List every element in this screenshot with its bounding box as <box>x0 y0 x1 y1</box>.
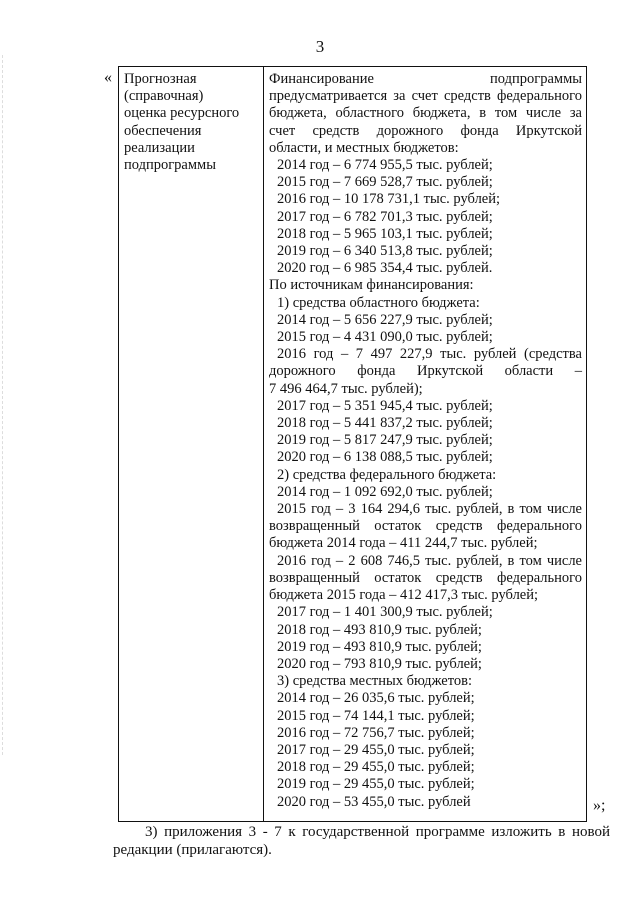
local-year-line: 2018 год – 29 455,0 тыс. рублей; <box>277 759 475 776</box>
regional-year-line: 2018 год – 5 441 837,2 тыс. рублей; <box>277 415 493 432</box>
closing-quote: »; <box>593 797 606 814</box>
federal-year-line: 2020 год – 793 810,9 тыс. рублей; <box>277 655 482 672</box>
federal-year-line: 2016 год – 2 608 746,5 тыс. рублей, в том числе <box>277 552 582 569</box>
federal-year-line: бюджета 2014 года – 411 244,7 тыс. рублей; <box>269 535 538 552</box>
left-cell-line: оценка ресурсного <box>124 105 240 122</box>
left-cell-line: (справочная) <box>124 88 204 105</box>
intro-line: бюджета, областного бюджета, в том числе за <box>269 105 582 122</box>
local-year-line: 2015 год – 74 144,1 тыс. рублей; <box>277 707 475 724</box>
federal-year-line: возвращенный остаток средств федерального <box>269 569 582 586</box>
total-year-line: 2015 год – 7 669 528,7 тыс. рублей; <box>277 174 493 191</box>
left-cell-line: обеспечения <box>124 122 202 139</box>
regional-year-line: 2019 год – 5 817 247,9 тыс. рублей; <box>277 432 493 449</box>
total-year-line: 2019 год – 6 340 513,8 тыс. рублей; <box>277 243 493 260</box>
federal-year-line: 2017 год – 1 401 300,9 тыс. рублей; <box>277 604 493 621</box>
amendment-paragraph <box>113 823 610 859</box>
table-left-cell <box>119 67 264 821</box>
table-right-cell <box>269 71 582 811</box>
regional-year-line: 2015 год – 4 431 090,0 тыс. рублей; <box>277 329 493 346</box>
left-cell-text <box>124 71 262 174</box>
amendment-line: 3) приложения 3 - 7 к государственной программе изложить в новой <box>145 824 610 840</box>
intro-line: области, и местных бюджетов: <box>269 139 459 156</box>
subprogram-funding-table <box>118 66 587 822</box>
federal-year-line: 2015 год – 3 164 294,6 тыс. рублей, в том числе <box>277 501 582 518</box>
local-budget-heading: 3) средства местных бюджетов: <box>277 673 473 690</box>
total-year-line: 2014 год – 6 774 955,5 тыс. рублей; <box>277 157 493 174</box>
regional-year-line: 2016 год – 7 497 227,9 тыс. рублей (средства <box>277 346 582 363</box>
intro-line: счет средств дорожного фонда Иркутской <box>269 122 582 139</box>
total-year-line: 2017 год – 6 782 701,3 тыс. рублей; <box>277 208 493 225</box>
amendment-line: редакции (прилагаются). <box>113 842 272 858</box>
local-year-line: 2016 год – 72 756,7 тыс. рублей; <box>277 724 475 741</box>
local-year-line: 2014 год – 26 035,6 тыс. рублей; <box>277 690 475 707</box>
total-year-line: 2016 год – 10 178 731,1 тыс. рублей; <box>277 191 501 208</box>
regional-year-line: 2020 год – 6 138 088,5 тыс. рублей; <box>277 449 493 466</box>
intro-line: предусматривается за счет средств федерального <box>269 88 582 105</box>
left-cell-line: подпрограммы <box>124 157 216 174</box>
federal-year-line: возвращенный остаток средств федерального <box>269 518 582 535</box>
scan-margin-mark <box>2 55 4 755</box>
regional-budget-heading: 1) средства областного бюджета: <box>277 294 480 311</box>
local-year-line: 2020 год – 53 455,0 тыс. рублей <box>277 793 471 810</box>
local-year-line: 2019 год – 29 455,0 тыс. рублей; <box>277 776 475 793</box>
sources-heading: По источникам финансирования: <box>269 277 474 294</box>
total-year-line: 2020 год – 6 985 354,4 тыс. рублей. <box>277 260 493 277</box>
regional-year-line: 2014 год – 5 656 227,9 тыс. рублей; <box>277 311 493 328</box>
federal-budget-heading: 2) средства федерального бюджета: <box>277 466 497 483</box>
page-number: 3 <box>315 37 325 56</box>
federal-year-line: 2019 год – 493 810,9 тыс. рублей; <box>277 638 482 655</box>
left-cell-line: реализации <box>124 139 195 156</box>
opening-quote: « <box>104 69 112 86</box>
local-year-line: 2017 год – 29 455,0 тыс. рублей; <box>277 741 475 758</box>
regional-year-line: 2017 год – 5 351 945,4 тыс. рублей; <box>277 397 493 414</box>
federal-year-line: бюджета 2015 года – 412 417,3 тыс. рублей; <box>269 587 539 604</box>
total-year-line: 2018 год – 5 965 103,1 тыс. рублей; <box>277 225 493 242</box>
intro-line: Финансирование подпрограммы <box>269 71 582 87</box>
regional-year-line: 7 496 464,7 тыс. рублей); <box>269 380 423 397</box>
federal-year-line: 2018 год – 493 810,9 тыс. рублей; <box>277 621 482 638</box>
federal-year-line: 2014 год – 1 092 692,0 тыс. рублей; <box>277 483 493 500</box>
left-cell-line: Прогнозная <box>124 71 197 87</box>
regional-year-line: дорожного фонда Иркутской области – <box>269 363 582 380</box>
